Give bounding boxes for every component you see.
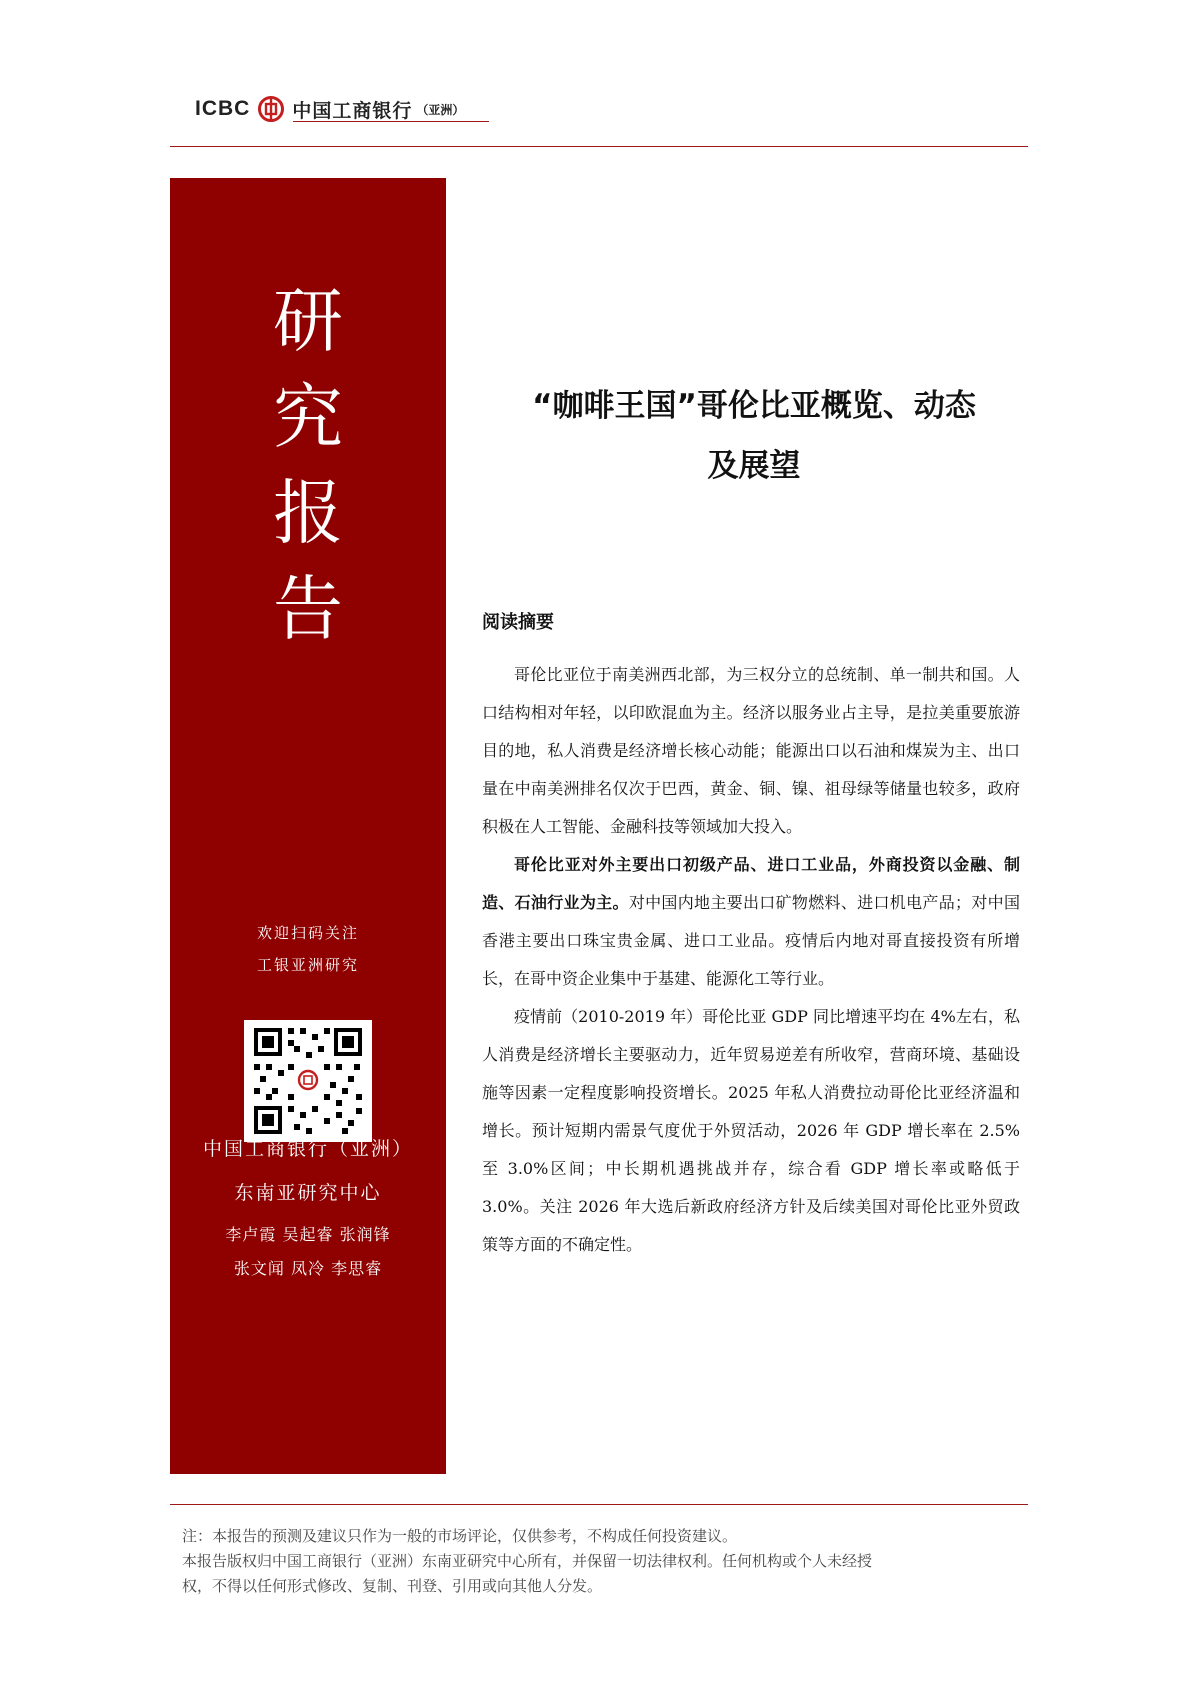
summary-heading: 阅读摘要 bbox=[482, 612, 554, 633]
bank-name: 中国工商银行 bbox=[292, 99, 413, 122]
icbc-wordmark: ICBC bbox=[195, 97, 251, 120]
header-underline bbox=[293, 121, 489, 122]
summary-paragraph-1: 哥伦比亚位于南美洲西北部，为三权分立的总统制、单一制共和国。人口结构相对年轻，以印欧混血为主。经济以服务业占主导，是拉美重要旅游目的地，私人消费是经济增长核心动能；能源出口以石油和煤炭为主、出口量在中南美洲排名仅次于巴西，黄金、铜、镍、祖母绿等储量也较多，政府积极在人工智能、金融科技等领域加大投入。 bbox=[482, 665, 1020, 836]
report-type-title bbox=[170, 273, 446, 657]
org-department: 东南亚研究中心 bbox=[234, 1182, 382, 1204]
summary-body bbox=[482, 656, 1020, 1264]
icbc-logo-icon bbox=[258, 96, 284, 122]
authors-line-1: 李卢霞 吴起睿 张润锋 bbox=[225, 1225, 391, 1244]
qr-code[interactable] bbox=[244, 1020, 372, 1142]
sidebar-panel bbox=[170, 178, 446, 1474]
summary-paragraph-2-highlight: 哥伦比亚对外主要出口初级产品、进口工业品，外商投资以金融、制造、石油行业为主。 bbox=[482, 855, 1020, 912]
qr-code-icon bbox=[244, 1020, 372, 1142]
disclaimer-line-3: 权，不得以任何形式修改、复制、刊登、引用或向其他人分发。 bbox=[182, 1577, 603, 1595]
bottom-divider bbox=[170, 1504, 1028, 1505]
summary-paragraph-3: 疫情前（2010-2019 年）哥伦比亚 GDP 同比增速平均在 4%左右，私人消费是经济增长主要驱动力，近年贸易逆差有所收窄，营商环境、基础设施等因素一定程度影响投资增长。2025 年私人消费拉动哥伦比亚经济温和增长。预计短期内需景气度优于外贸活动，2026 年 GDP 增长率在 2.5%至 3.0%区间；中长期机遇挑战并存，综合看 GDP 增长率或略低于 3.0%。关注 2026 年大选后新政府经济方针及后续美国对哥伦比亚外贸政策等方面的不确定性。 bbox=[482, 1007, 1020, 1254]
bank-region: （亚洲） bbox=[416, 102, 465, 117]
disclaimer bbox=[182, 1524, 1022, 1599]
qr-caption-2: 工银亚洲研究 bbox=[256, 956, 359, 974]
top-divider bbox=[170, 146, 1028, 147]
report-type-char: 究 bbox=[273, 376, 343, 458]
report-title bbox=[470, 376, 1038, 496]
summary-paragraph-2-text: 对中国内地主要出口矿物燃料、进口机电产品；对中国香港主要出口珠宝贵金属、进口工业品。疫情后内地对哥直接投资有所增长，在哥中资企业集中于基建、能源化工等行业。 bbox=[482, 893, 1020, 988]
summary-paragraph-2 bbox=[482, 846, 1020, 998]
report-title-line-1: “咖啡王国”哥伦比亚概览、动态 bbox=[532, 388, 976, 424]
report-type-char: 告 bbox=[273, 568, 343, 650]
qr-caption-1: 欢迎扫码关注 bbox=[256, 924, 359, 942]
report-type-char: 研 bbox=[273, 280, 343, 362]
disclaimer-line-1: 注：本报告的预测及建议只作为一般的市场评论，仅供参考，不构成任何投资建议。 bbox=[182, 1527, 738, 1545]
report-title-line-2: 及展望 bbox=[707, 448, 801, 484]
disclaimer-line-2: 本报告版权归中国工商银行（亚洲）东南亚研究中心所有，并保留一切法律权利。任何机构或个人未经授 bbox=[182, 1552, 873, 1570]
report-type-char: 报 bbox=[273, 472, 343, 554]
org-name: 中国工商银行（亚洲） bbox=[202, 1138, 413, 1160]
authors-line-2: 张文闻 凤冷 李思睿 bbox=[233, 1259, 383, 1278]
